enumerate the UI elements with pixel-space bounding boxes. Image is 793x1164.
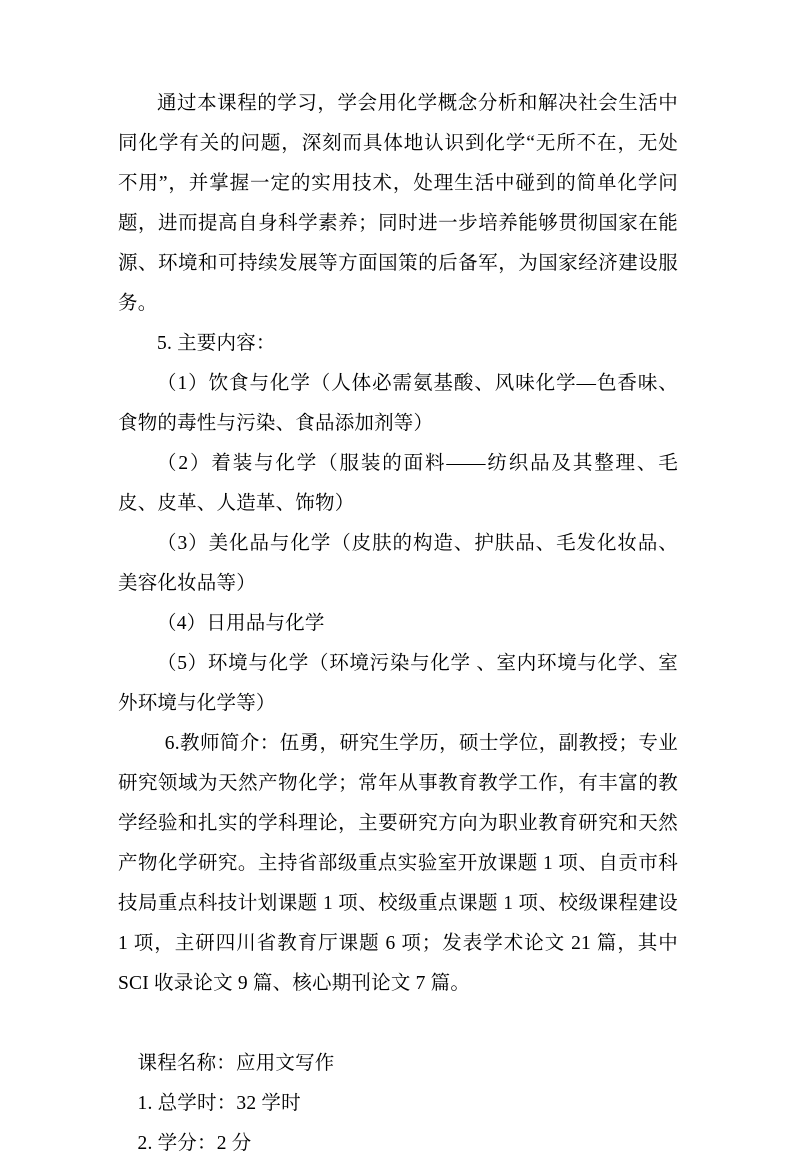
list-item-4: （4）日用品与化学 [157,613,325,634]
paragraph-objective: 通过本课程的学习，学会用化学概念分析和解决社会生活中同化学有关的问题，深刻而具体地认识到化学“无所不在，无处不用”，并掌握一定的实用技术，处理生活中碰到的简单化学问题，进而提高自身科学素养；同时进一步培养能够贯彻国家在能源、环境和可持续发展等方面国策的后备军，为国家经济建设服务。 [118,93,678,314]
list-item-5: （5）环境与化学（环境污染与化学 、室内环境与化学、室外环境与化学等） [118,653,678,714]
list-item-3: （3）美化品与化学（皮肤的构造、护肤品、毛发化妆品、美容化妆品等） [118,533,678,594]
next-course-item-2: 2. 学分：2 分 [137,1133,252,1154]
document-body [118,84,678,1164]
next-course-title: 课程名称：应用文写作 [137,1053,335,1074]
heading-main-content: 5. 主要内容： [157,333,276,354]
section-spacer [118,1004,678,1044]
paragraph-teacher-profile: 6.教师简介：伍勇，研究生学历，硕士学位，副教授；专业研究领域为天然产物化学；常年从事教育教学工作，有丰富的教学经验和扎实的学科理论，主要研究方向为职业教育研究和天然产物化学研究。主持省部级重点实验室开放课题 1 项、自贡市科技局重点科技计划课题 1 项、校级重点课题 1 项、校级课程建设 1 项，主研四川省教育厅课题 6 项；发表学术论文 21 篇，其中 SCI 收录论文 9 篇、核心期刊论文 7 篇。 [118,733,678,994]
list-item-1: （1）饮食与化学（人体必需氨基酸、风味化学—色香味、食物的毒性与污染、食品添加剂等） [118,373,678,434]
next-course-item-1: 1. 总学时：32 学时 [137,1093,301,1114]
list-item-2: （2）着装与化学（服装的面料——纺织品及其整理、毛皮、皮革、人造革、饰物） [118,453,678,514]
